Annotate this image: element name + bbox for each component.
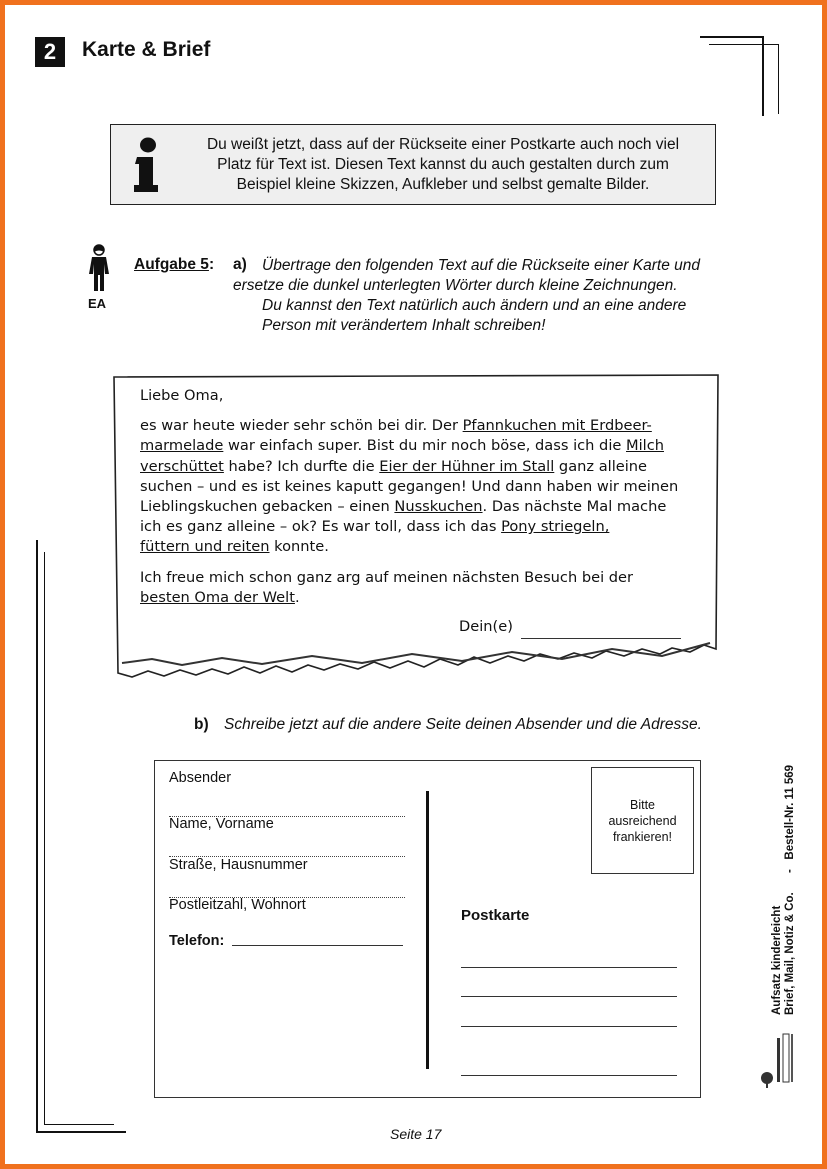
underlined-word: verschüttet — [140, 457, 224, 475]
task-line-1: Übertrage den folgenden Text auf die Rückseite einer Karte und — [262, 257, 701, 274]
name-label: Name, Vorname — [169, 816, 274, 832]
address-line[interactable] — [461, 967, 677, 968]
part-b-label: b) — [194, 716, 209, 733]
stamp-box — [591, 767, 694, 874]
task-label-text: Aufgabe 5 — [134, 256, 209, 273]
task-line: ersetze die dunkel unterlegten Wörter durch kleine Zeichnungen. — [233, 277, 678, 294]
underlined-word: Eier der Hühner im Stall — [379, 457, 555, 475]
ea-label: EA — [88, 296, 107, 311]
task-line: Person mit verändertem Inhalt schreiben! — [262, 317, 546, 334]
info-icon — [131, 137, 161, 193]
corner-line — [44, 1124, 114, 1125]
letter-text-span: konnte. — [269, 538, 329, 556]
stamp-text: Bitte — [629, 797, 655, 812]
person-icon — [86, 244, 112, 294]
underlined-word: Nusskuchen — [394, 498, 483, 516]
letter-text-span: war einfach super. Bist du mir noch böse, dass ich die — [223, 437, 626, 455]
corner-line — [778, 44, 779, 114]
underlined-word: Pony striegeln, — [501, 518, 610, 536]
task-colon: : — [208, 256, 215, 273]
book-title-line: Brief, Mail, Notiz & Co. — [784, 892, 796, 1015]
corner-line — [36, 1131, 126, 1133]
street-label: Straße, Hausnummer — [169, 857, 308, 873]
order-number — [784, 765, 797, 873]
corner-line — [700, 36, 762, 38]
underlined-word: Milch — [626, 437, 664, 455]
address-line[interactable] — [461, 996, 677, 997]
order-number-text: Bestell-Nr. 11 569 — [784, 764, 796, 860]
page-title: Karte & Brief — [82, 38, 211, 61]
letter-text-span: Ich freue mich schon ganz arg auf meinen nächsten Besuch bei der — [140, 568, 634, 586]
city-label: Postleitzahl, Wohnort — [169, 897, 306, 913]
letter-text-span: Lieblingskuchen gebacken – einen — [140, 498, 395, 516]
letter-text-span: ich es ganz alleine – ok? Es war toll, dass ich das — [140, 518, 502, 536]
address-line[interactable] — [461, 1026, 677, 1027]
page-number: Seite 17 — [390, 1126, 442, 1142]
postcard-divider — [426, 791, 429, 1069]
underlined-word: marmelade — [140, 437, 224, 455]
task-label — [134, 256, 214, 274]
letter-greeting: Liebe Oma, — [140, 387, 224, 404]
postcard — [154, 760, 701, 1098]
address-line[interactable] — [461, 1075, 677, 1076]
publisher-logo-icon — [757, 1030, 797, 1090]
letter-signoff: Dein(e) — [459, 618, 513, 635]
corner-line — [44, 552, 45, 1125]
corner-line — [762, 36, 764, 116]
phone-label: Telefon: — [169, 933, 225, 949]
underlined-word: füttern und reiten — [140, 538, 270, 556]
task-instructions — [233, 276, 753, 336]
info-line: Beispiel kleine Skizzen, Aufkleber und selbst gemalte Bilder. — [236, 176, 650, 193]
part-a-label: a) — [233, 256, 247, 273]
corner-line — [36, 540, 38, 1132]
chapter-number: 2 — [35, 37, 65, 67]
part-b-text: Schreibe jetzt auf die andere Seite deinen Absender und die Adresse. — [224, 716, 702, 733]
info-line: Platz für Text ist. Diesen Text kannst du auch gestalten durch zum — [217, 156, 669, 173]
sidebar-dash: - — [784, 869, 796, 873]
signature-line[interactable] — [521, 638, 681, 639]
underlined-word: Pfannkuchen mit Erdbeer- — [462, 417, 652, 435]
letter-text-span: . — [294, 588, 300, 606]
letter-text — [140, 386, 710, 618]
sender-label: Absender — [169, 770, 232, 786]
task-line: Du kannst den Text natürlich auch ändern und an eine andere — [262, 297, 687, 314]
info-line: Du weißt jetzt, dass auf der Rückseite einer Postkarte auch noch viel — [206, 136, 680, 153]
underlined-word: besten Oma der Welt — [140, 588, 295, 606]
corner-line — [709, 44, 778, 45]
postcard-title: Postkarte — [461, 907, 530, 924]
letter-text-span: . Das nächste Mal mache — [482, 498, 667, 516]
letter-text-span: habe? Ich durfte die — [223, 457, 380, 475]
letter-text-span: es war heute wieder sehr schön bei dir. Der — [140, 417, 463, 435]
stamp-text: frankieren! — [612, 829, 673, 844]
info-text — [183, 135, 703, 195]
phone-line[interactable] — [232, 945, 403, 946]
book-title-line: Aufsatz kinderleicht — [771, 905, 783, 1015]
book-title — [771, 892, 797, 1015]
letter-text-span: ganz alleine — [554, 457, 648, 475]
letter-text-span: suchen – und es ist keines kaputt gegangen! Und dann haben wir meinen — [140, 477, 679, 495]
letter-paragraph — [140, 568, 710, 608]
info-box — [110, 124, 716, 205]
letter-paragraph — [140, 416, 710, 557]
stamp-text: ausreichend — [608, 813, 677, 828]
